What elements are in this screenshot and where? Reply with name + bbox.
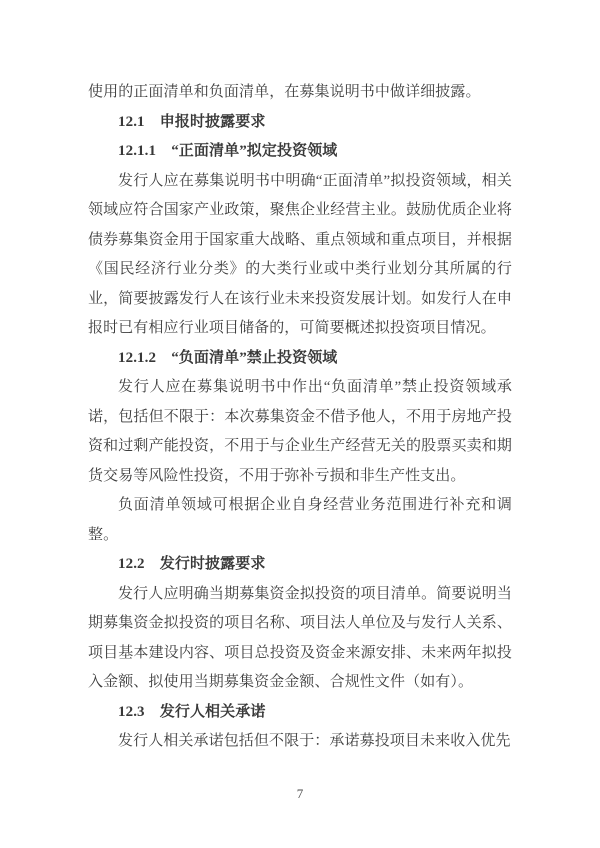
section-heading: 12.1 申报时披露要求: [118, 113, 266, 130]
page-number: 7: [296, 786, 304, 801]
subsection-heading: 12.1.2 “负面清单”禁止投资领域: [118, 349, 338, 366]
section-heading: 12.2 发行时披露要求: [118, 556, 266, 572]
section-heading: 12.3 发行人相关承诺: [118, 703, 266, 720]
paragraph: 负面清单领域可根据企业自身经营业务范围进行补充和调整。: [88, 497, 512, 543]
paragraph: 发行人应在募集说明书中作出“负面清单”禁止投资领域承诺，包括但不限于：本次募集资金不借予他人，不用于房地产投资和过剩产能投资，不用于与企业生产经营无关的股票买卖和期货交易等风险性投资，不用于弥补亏损和非生产性支出。: [88, 379, 512, 484]
paragraph: 发行人相关承诺包括但不限于：承诺募投项目未来收入优先: [118, 733, 511, 749]
subsection-heading: 12.1.1 “正面清单”拟定投资领域: [118, 143, 338, 159]
paragraph: 发行人应在募集说明书中明确“正面清单”拟投资领域，相关领域应符合国家产业政策，聚焦企业经营主业。鼓励优质企业将债券募集资金用于国家重大战略、重点领域和重点项目，并根据《国民经济行业分类》的大类行业或中类行业划分其所属的行业，简要披露发行人在该行业未来投资发展计划。如发行人在申报时已有相应行业项目储备的，可简要概述拟投资项目情况。: [88, 172, 512, 336]
paragraph: 发行人应明确当期募集资金拟投资的项目清单。简要说明当期募集资金拟投资的项目名称、项目法人单位及与发行人关系、项目基本建设内容、项目总投资及资金来源安排、未来两年拟投入金额、拟使用当期募集资金金额、合规性文件（如有）。: [88, 585, 512, 690]
page-content: [88, 78, 512, 757]
paragraph-continuation: 使用的正面清单和负面清单，在募集说明书中做详细披露。: [88, 84, 481, 100]
